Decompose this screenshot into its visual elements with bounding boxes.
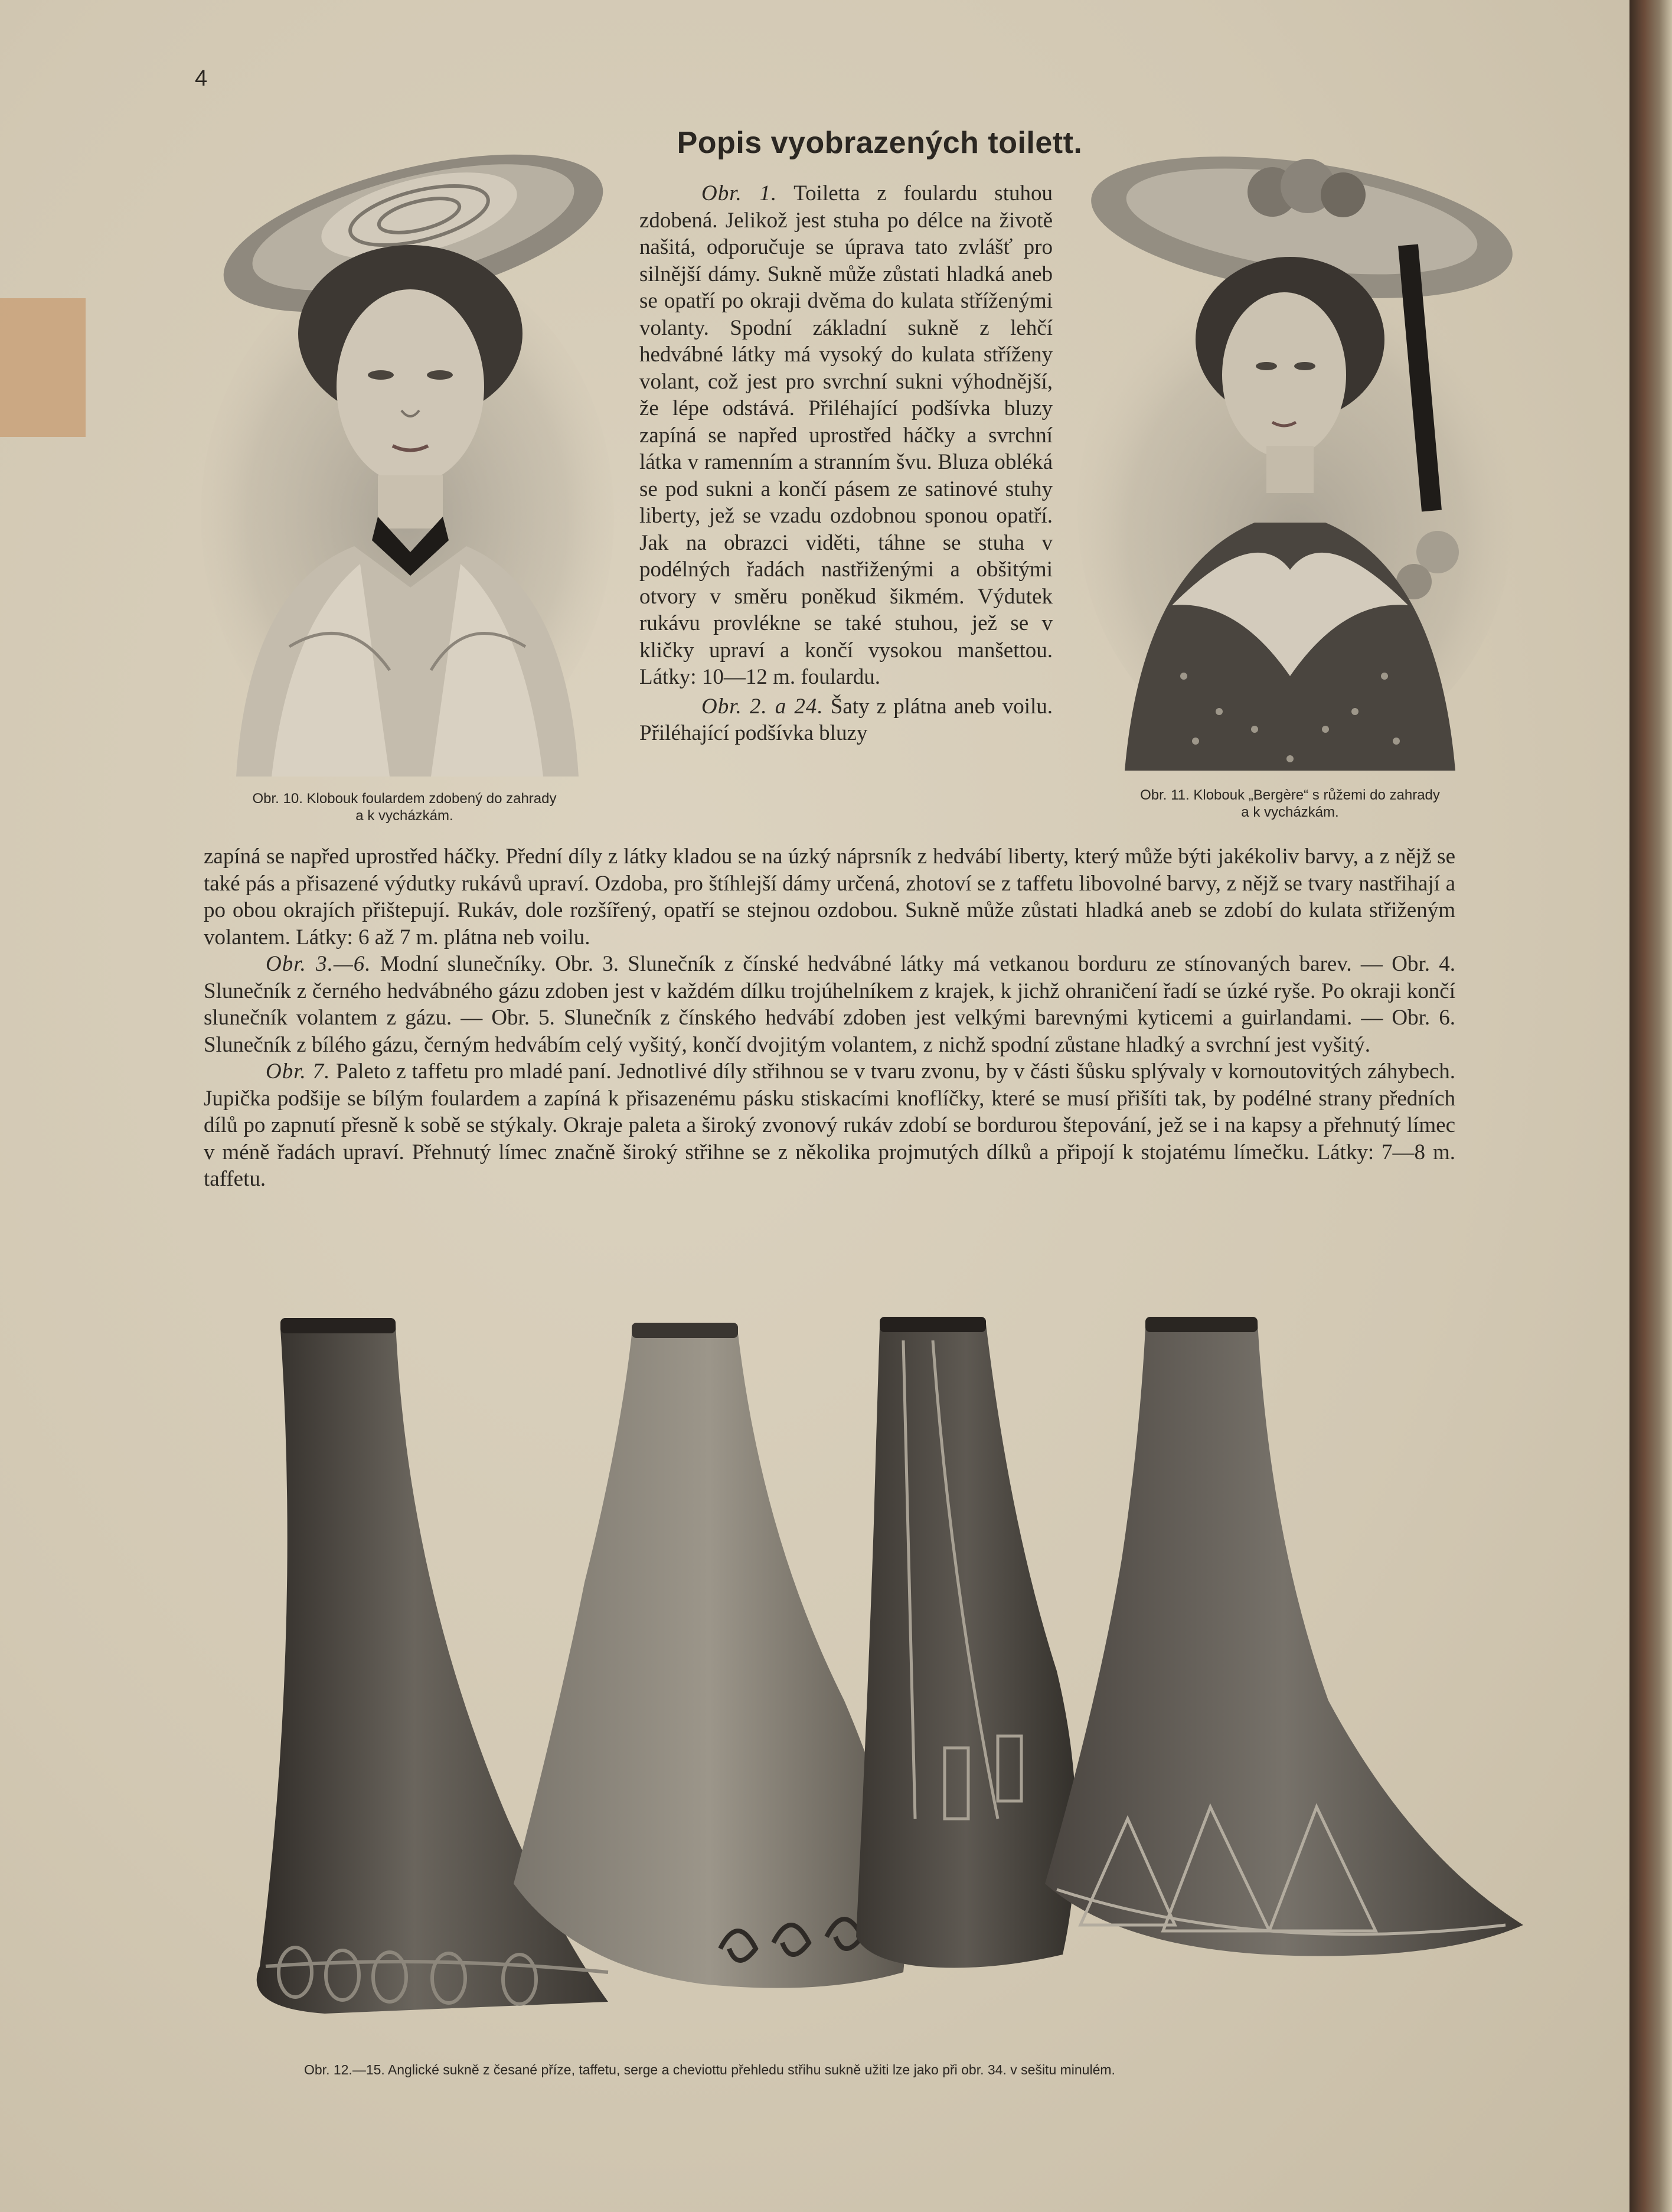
paragraph-obr-1-text: Toiletta z foulardu stuhou zdobená. Jelikož jest stuha po délce na životě našitá, odporučuje se úprava tato zvlášť pro silnější dámy. Sukně může zůstati hladká aneb se opatří po okraji dvěma do kulata stříženými volanty. Spodní základní sukně z lehčí hedvábné látky má vysoký do kulata stříženy volant, což jest pro svrchní sukni výhodnější, že lépe odstává. Přiléhající podšívka bluzy zapíná se napřed uprostřed háčky a svrchní látka v ramenním a stranním švu. Bluza obléká se pod sukni a končí pásem ze satinové stuhy liberty, jež se vzadu ozdobnou sponou opatří. Jak na obrazci viděti, táhne se stuha v podélných řadách nastřiženými a obšitými otvory v směru poněkud šikmém. Výdutek rukávu provlékne se také stuhou, jež se v kličky upraví a končí vysokou manšettou. Látky: 10—12 m. foulardu. — [639, 181, 1053, 689]
skirt-14 — [856, 1317, 1076, 1968]
full-width-text — [204, 843, 1455, 1193]
page-number: 4 — [195, 66, 208, 91]
figures-12-15-skirts-illustration — [254, 1287, 1523, 2019]
paragraph-obr-2-continued: zapíná se napřed uprostřed háčky. Přední díly z látky kladou se na úzký náprsník z hedvábí liberty, který může býti jakékoliv barvy, a z nějž se také pás a přisazené výdutky rukávů upraví. Ozdoba, pro štíhlejší dámy určená, zhotoví se z taffetu libovolné barvy, z nějž se tvary nastřihají a po obou okrajích přištepují. Rukáv, dole rozšířený, opatří se stejnou ozdobou. Sukně může zůstati hladká aneb se zdobí do kulata střiženým volantem. Látky: 6 až 7 m. plátna neb voilu. — [204, 844, 1455, 950]
figure-11-caption-line1: Obr. 11. Klobouk „Bergère“ s růžemi do zahrady — [1140, 787, 1440, 803]
figure-ref-obr-1: Obr. 1. — [701, 181, 778, 205]
paragraph-obr-1 — [639, 180, 1053, 691]
skirt-15 — [1045, 1317, 1523, 1956]
figure-10-hat-illustration — [201, 139, 614, 777]
figure-10-caption-line1: Obr. 10. Klobouk foulardem zdobený do zahrady — [252, 791, 557, 807]
figure-11-caption — [1086, 787, 1494, 821]
paragraph-obr-3-6-text: Modní slunečníky. Obr. 3. Slunečník z čínské hedvábné látky má vetkanou borduru ze stínovaných barev. — Obr. 4. Slunečník z černého hedvábného gázu zdoben jest v každém dílku trojúhelníkem z krajek, k jichž ohraničení řadí se úzké ryše. Po okraji končí slunečník volantem z gázu. — Obr. 5. Slunečník z čínského hedvábí zdoben jest velkými barevnými kyticemi a guirlandami. — Obr. 6. Slunečník z bílého gázu, černým hedvábím celý vyšitý, končí dvojitým volantem, z nichž spodní zůstane hladký a svrchní jest vyšitý. — [204, 952, 1456, 1057]
figure-11-caption-line2: a k vycházkám. — [1241, 804, 1339, 820]
intro-text-column — [639, 180, 1053, 747]
figures-12-15-caption: Obr. 12.—15. Anglické sukně z česané příze, taffetu, serge a cheviottu přehledu střihu sukně užiti lze jako při obr. 34. v sešitu minulém. — [304, 2062, 1115, 2077]
figure-ref-obr-3-6: Obr. 3.—6. — [266, 952, 371, 976]
figure-10-caption — [204, 790, 605, 824]
paragraph-obr-3-6 — [204, 951, 1455, 1058]
paragraph-obr-7-text: Paleto z taffetu pro mladé paní. Jednotlivé díly střihnou se v tvaru zvonu, by v části šůsku splývaly v kornoutovitých záhybech. Jupička podšije se bílým foulardem a zapíná k přisazenému pásku stiskacími knoflíčky, které se musí přišíti tak, by podélné strany předních dílů po zapnutí přesně k sobě se stýkaly. Okraje paleta a široký zvonový rukáv zdobí se bordurou štepování, jež se i na kapsy a přehnutý límec v méně řadách upraví. Přehnutý límec značně široký střihne se z několika projmutých dílků a připojí k stojatému límečku. Látky: 7—8 m. taffetu. — [204, 1059, 1456, 1191]
skirt-13 — [514, 1323, 905, 1988]
paragraph-obr-2-text-start: Šaty z plátna aneb voilu. Přiléhající podšívka bluzy — [639, 694, 1053, 745]
page-title: Popis vyobrazených toilett. — [677, 126, 1083, 160]
figure-ref-obr-7: Obr. 7. — [266, 1059, 331, 1084]
page-tab-marker — [0, 298, 86, 437]
figure-10-caption-line2: a k vycházkám. — [355, 808, 453, 824]
figure-11-hat-illustration — [1077, 145, 1514, 771]
book-spine-edge — [1629, 0, 1672, 2212]
figure-ref-obr-2-24: Obr. 2. a 24. — [701, 694, 824, 719]
paragraph-obr-7 — [204, 1058, 1455, 1193]
paragraph-obr-2-start — [639, 693, 1053, 747]
